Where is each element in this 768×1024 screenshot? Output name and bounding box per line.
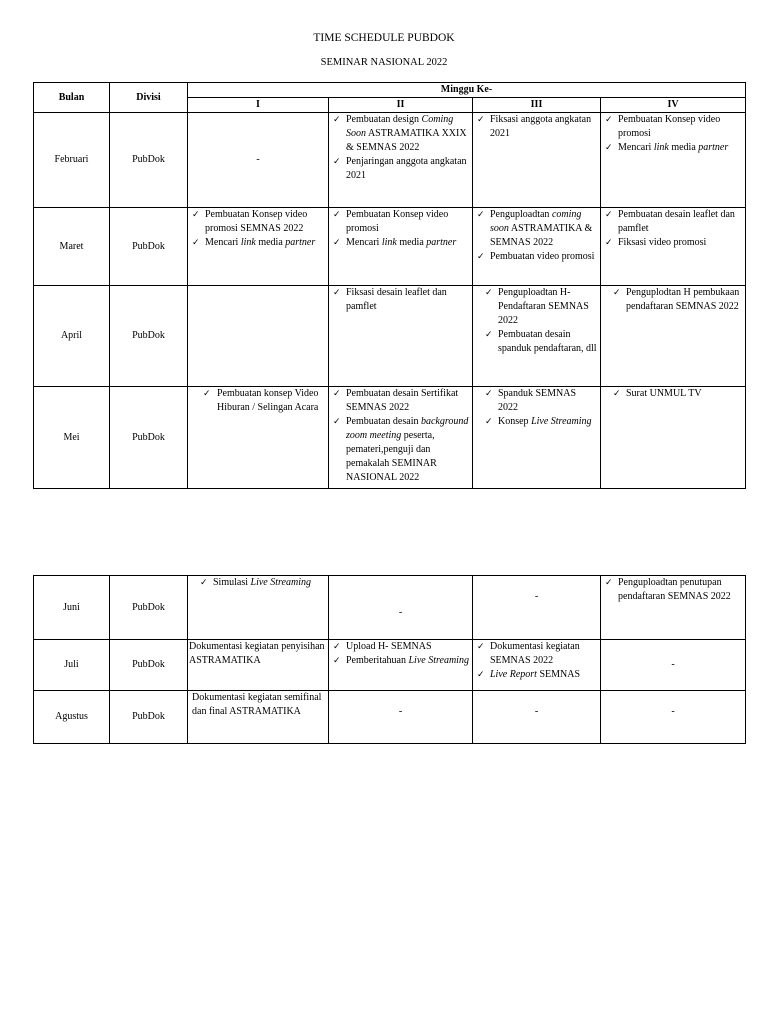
month-cell: Maret <box>34 208 110 286</box>
page-title: TIME SCHEDULE PUBDOK <box>313 32 455 44</box>
schedule-table-1 <box>33 82 746 489</box>
division-cell: PubDok <box>110 113 188 208</box>
division-cell: PubDok <box>110 691 188 744</box>
checklist-item: ✓ Pembuatan konsep Video Hiburan / Selingan Acara <box>191 387 325 415</box>
week-cell <box>601 113 746 208</box>
checklist-item: ✓ Surat UNMUL TV <box>604 387 742 401</box>
month-cell: April <box>34 286 110 387</box>
checklist-item: ✓ Fiksasi anggota angkatan 2021 <box>476 113 597 141</box>
checklist-item: ✓ Pemberitahuan Live Streaming <box>332 654 469 668</box>
checklist-item: ✓ Penguploadtan coming soon ASTRAMATIKA & SEMNAS 2022 <box>476 208 597 250</box>
week-cell-empty: - <box>473 576 601 640</box>
table-row <box>34 640 746 691</box>
division-cell: PubDok <box>110 387 188 489</box>
week-cell <box>473 387 601 489</box>
checklist-item: ✓ Mencari link media partner <box>604 141 742 155</box>
table-row <box>34 208 746 286</box>
week-cell <box>601 576 746 640</box>
header-bulan: Bulan <box>34 83 110 113</box>
schedule-table-2 <box>33 575 746 744</box>
week-cell <box>601 387 746 489</box>
week-cell <box>329 387 473 489</box>
week-cell <box>329 286 473 387</box>
week-cell <box>473 640 601 691</box>
checklist-item: ✓ Live Report SEMNAS <box>476 668 597 682</box>
checklist-item: ✓ Pembuatan desain Sertifikat SEMNAS 2022 <box>332 387 469 415</box>
checklist-item: ✓ Dokumentasi kegiatan SEMNAS 2022 <box>476 640 597 668</box>
table-row <box>34 576 746 640</box>
header-week-4: IV <box>601 98 746 113</box>
checklist-item: ✓ Mencari link media partner <box>191 236 325 250</box>
checklist-item: ✓ Simulasi Live Streaming <box>191 576 325 590</box>
week-cell <box>473 113 601 208</box>
week-cell <box>601 208 746 286</box>
week-cell-empty: - <box>473 691 601 744</box>
week-cell <box>188 576 329 640</box>
checklist-item: ✓ Penguploadtan penutupan pendaftaran SEMNAS 2022 <box>604 576 742 604</box>
checklist-item: ✓ Penguploadtan H-Pendaftaran SEMNAS 2022 <box>476 286 597 328</box>
checklist-item: ✓ Pembuatan Konsep video promosi SEMNAS 2022 <box>191 208 325 236</box>
checklist-item: ✓ Penjaringan anggota angkatan 2021 <box>332 155 469 183</box>
table-row <box>34 387 746 489</box>
month-cell: Mei <box>34 387 110 489</box>
checklist-item: ✓ Pembuatan desain background zoom meeting peserta, pemateri,penguji dan pemakalah SEMINAR NASIONAL 2022 <box>332 415 469 485</box>
checklist-item: ✓ Fiksasi video promosi <box>604 236 742 250</box>
checklist-item: ✓ Pembuatan Konsep video promosi <box>604 113 742 141</box>
checklist-item: ✓ Spanduk SEMNAS 2022 <box>476 387 597 415</box>
week-cell-empty: - <box>329 691 473 744</box>
week-cell <box>473 208 601 286</box>
week-cell-empty: - <box>329 576 473 640</box>
division-cell: PubDok <box>110 640 188 691</box>
checklist-item: ✓ Pembuatan video promosi <box>476 250 597 264</box>
checklist-item: ✓ Pembuatan Konsep video promosi <box>332 208 469 236</box>
month-cell: Februari <box>34 113 110 208</box>
week-cell-empty: - <box>188 113 329 208</box>
week-cell <box>329 208 473 286</box>
checklist-item: ✓ Pembuatan desain spanduk pendaftaran, dll <box>476 328 597 356</box>
checklist-item: ✓ Fiksasi desain leaflet dan pamflet <box>332 286 469 314</box>
division-cell: PubDok <box>110 208 188 286</box>
checklist-item: ✓ Pembuatan design Coming Soon ASTRAMATIKA XXIX & SEMNAS 2022 <box>332 113 469 155</box>
header-divisi: Divisi <box>110 83 188 113</box>
division-cell: PubDok <box>110 286 188 387</box>
week-cell-empty: - <box>601 691 746 744</box>
checklist-item: ✓ Pembuatan desain leaflet dan pamflet <box>604 208 742 236</box>
week-cell <box>601 286 746 387</box>
month-cell: Agustus <box>34 691 110 744</box>
header-minggu: Minggu Ke- <box>188 83 746 98</box>
week-cell-empty: - <box>601 640 746 691</box>
week-cell <box>188 208 329 286</box>
week-cell <box>188 387 329 489</box>
header-week-2: II <box>329 98 473 113</box>
table-row <box>34 113 746 208</box>
week-cell-blank <box>188 286 329 387</box>
table-row <box>34 286 746 387</box>
checklist-item: ✓ Mencari link media partner <box>332 236 469 250</box>
month-cell: Juni <box>34 576 110 640</box>
checklist-item: ✓ Upload H- SEMNAS <box>332 640 469 654</box>
header-week-1: I <box>188 98 329 113</box>
week-cell <box>329 640 473 691</box>
week-cell-text: Dokumentasi kegiatan penyisihan ASTRAMATIKA <box>188 640 329 691</box>
month-cell: Juli <box>34 640 110 691</box>
checklist-item: ✓ Penguplodtan H pembukaan pendaftaran SEMNAS 2022 <box>604 286 742 314</box>
checklist-item: ✓ Konsep Live Streaming <box>476 415 597 429</box>
page-subtitle: SEMINAR NASIONAL 2022 <box>320 57 448 68</box>
week-cell <box>329 113 473 208</box>
table-row <box>34 691 746 744</box>
division-cell: PubDok <box>110 576 188 640</box>
header-week-3: III <box>473 98 601 113</box>
week-cell <box>473 286 601 387</box>
week-cell-text: Dokumentasi kegiatan semifinal dan final ASTRAMATIKA <box>188 691 329 744</box>
